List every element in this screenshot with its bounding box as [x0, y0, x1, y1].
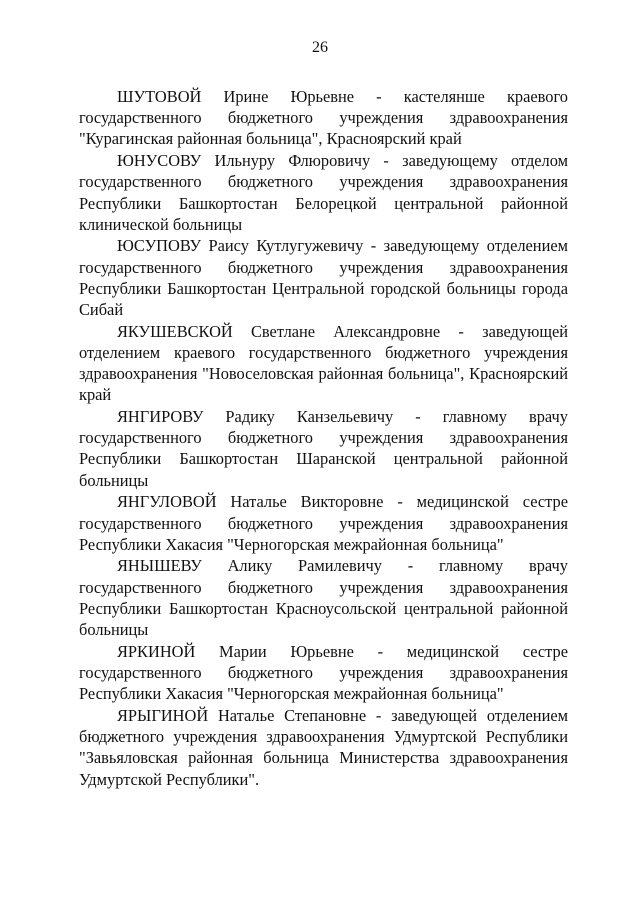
- award-list: [79, 86, 568, 790]
- list-item: ЯКУШЕВСКОЙ Светлане Александровне - заведующей отделением краевого государственного бюджетного учреждения здравоохранения "Новоселовская районная больница", Красноярский край: [79, 321, 568, 405]
- list-item: ЯРЫГИНОЙ Наталье Степановне - заведующей отделением бюджетного учреждения здравоохранения Удмуртской Республики "Завьяловская районная больница Министерства здравоохранения Удмуртской Республики".: [79, 705, 568, 789]
- list-item: ЯНГИРОВУ Радику Канзельевичу - главному врачу государственного бюджетного учреждения здравоохранения Республики Башкортостан Шаранской центральной районной больницы: [79, 407, 568, 490]
- list-item: ЯНГУЛОВОЙ Наталье Викторовне - медицинской сестре государственного бюджетного учреждения здравоохранения Республики Хакасия "Черногорская межрайонная больница": [79, 492, 568, 554]
- page-number: 26: [312, 39, 328, 56]
- list-item: ЯНЫШЕВУ Алику Рамилевичу - главному врачу государственного бюджетного учреждения здравоохранения Республики Башкортостан Красноусольской центральной районной больницы: [79, 556, 568, 640]
- list-item: ЮСУПОВУ Раису Кутлугужевичу - заведующему отделением государственного бюджетного учреждения здравоохранения Республики Башкортостан Центральной городской больницы города Сибай: [79, 236, 568, 320]
- list-item: ЯРКИНОЙ Марии Юрьевне - медицинской сестре государственного бюджетного учреждения здравоохранения Республики Хакасия "Черногорская межрайонная больница": [79, 641, 568, 704]
- list-item: ШУТОВОЙ Ирине Юрьевне - кастелянше краевого государственного бюджетного учреждения здравоохранения "Курагинская районная больница", Красноярский край: [79, 87, 568, 149]
- list-item: ЮНУСОВУ Ильнуру Флюровичу - заведующему отделом государственного бюджетного учреждения здравоохранения Республики Башкортостан Белорецкой центральной районной клинической больницы: [79, 151, 568, 234]
